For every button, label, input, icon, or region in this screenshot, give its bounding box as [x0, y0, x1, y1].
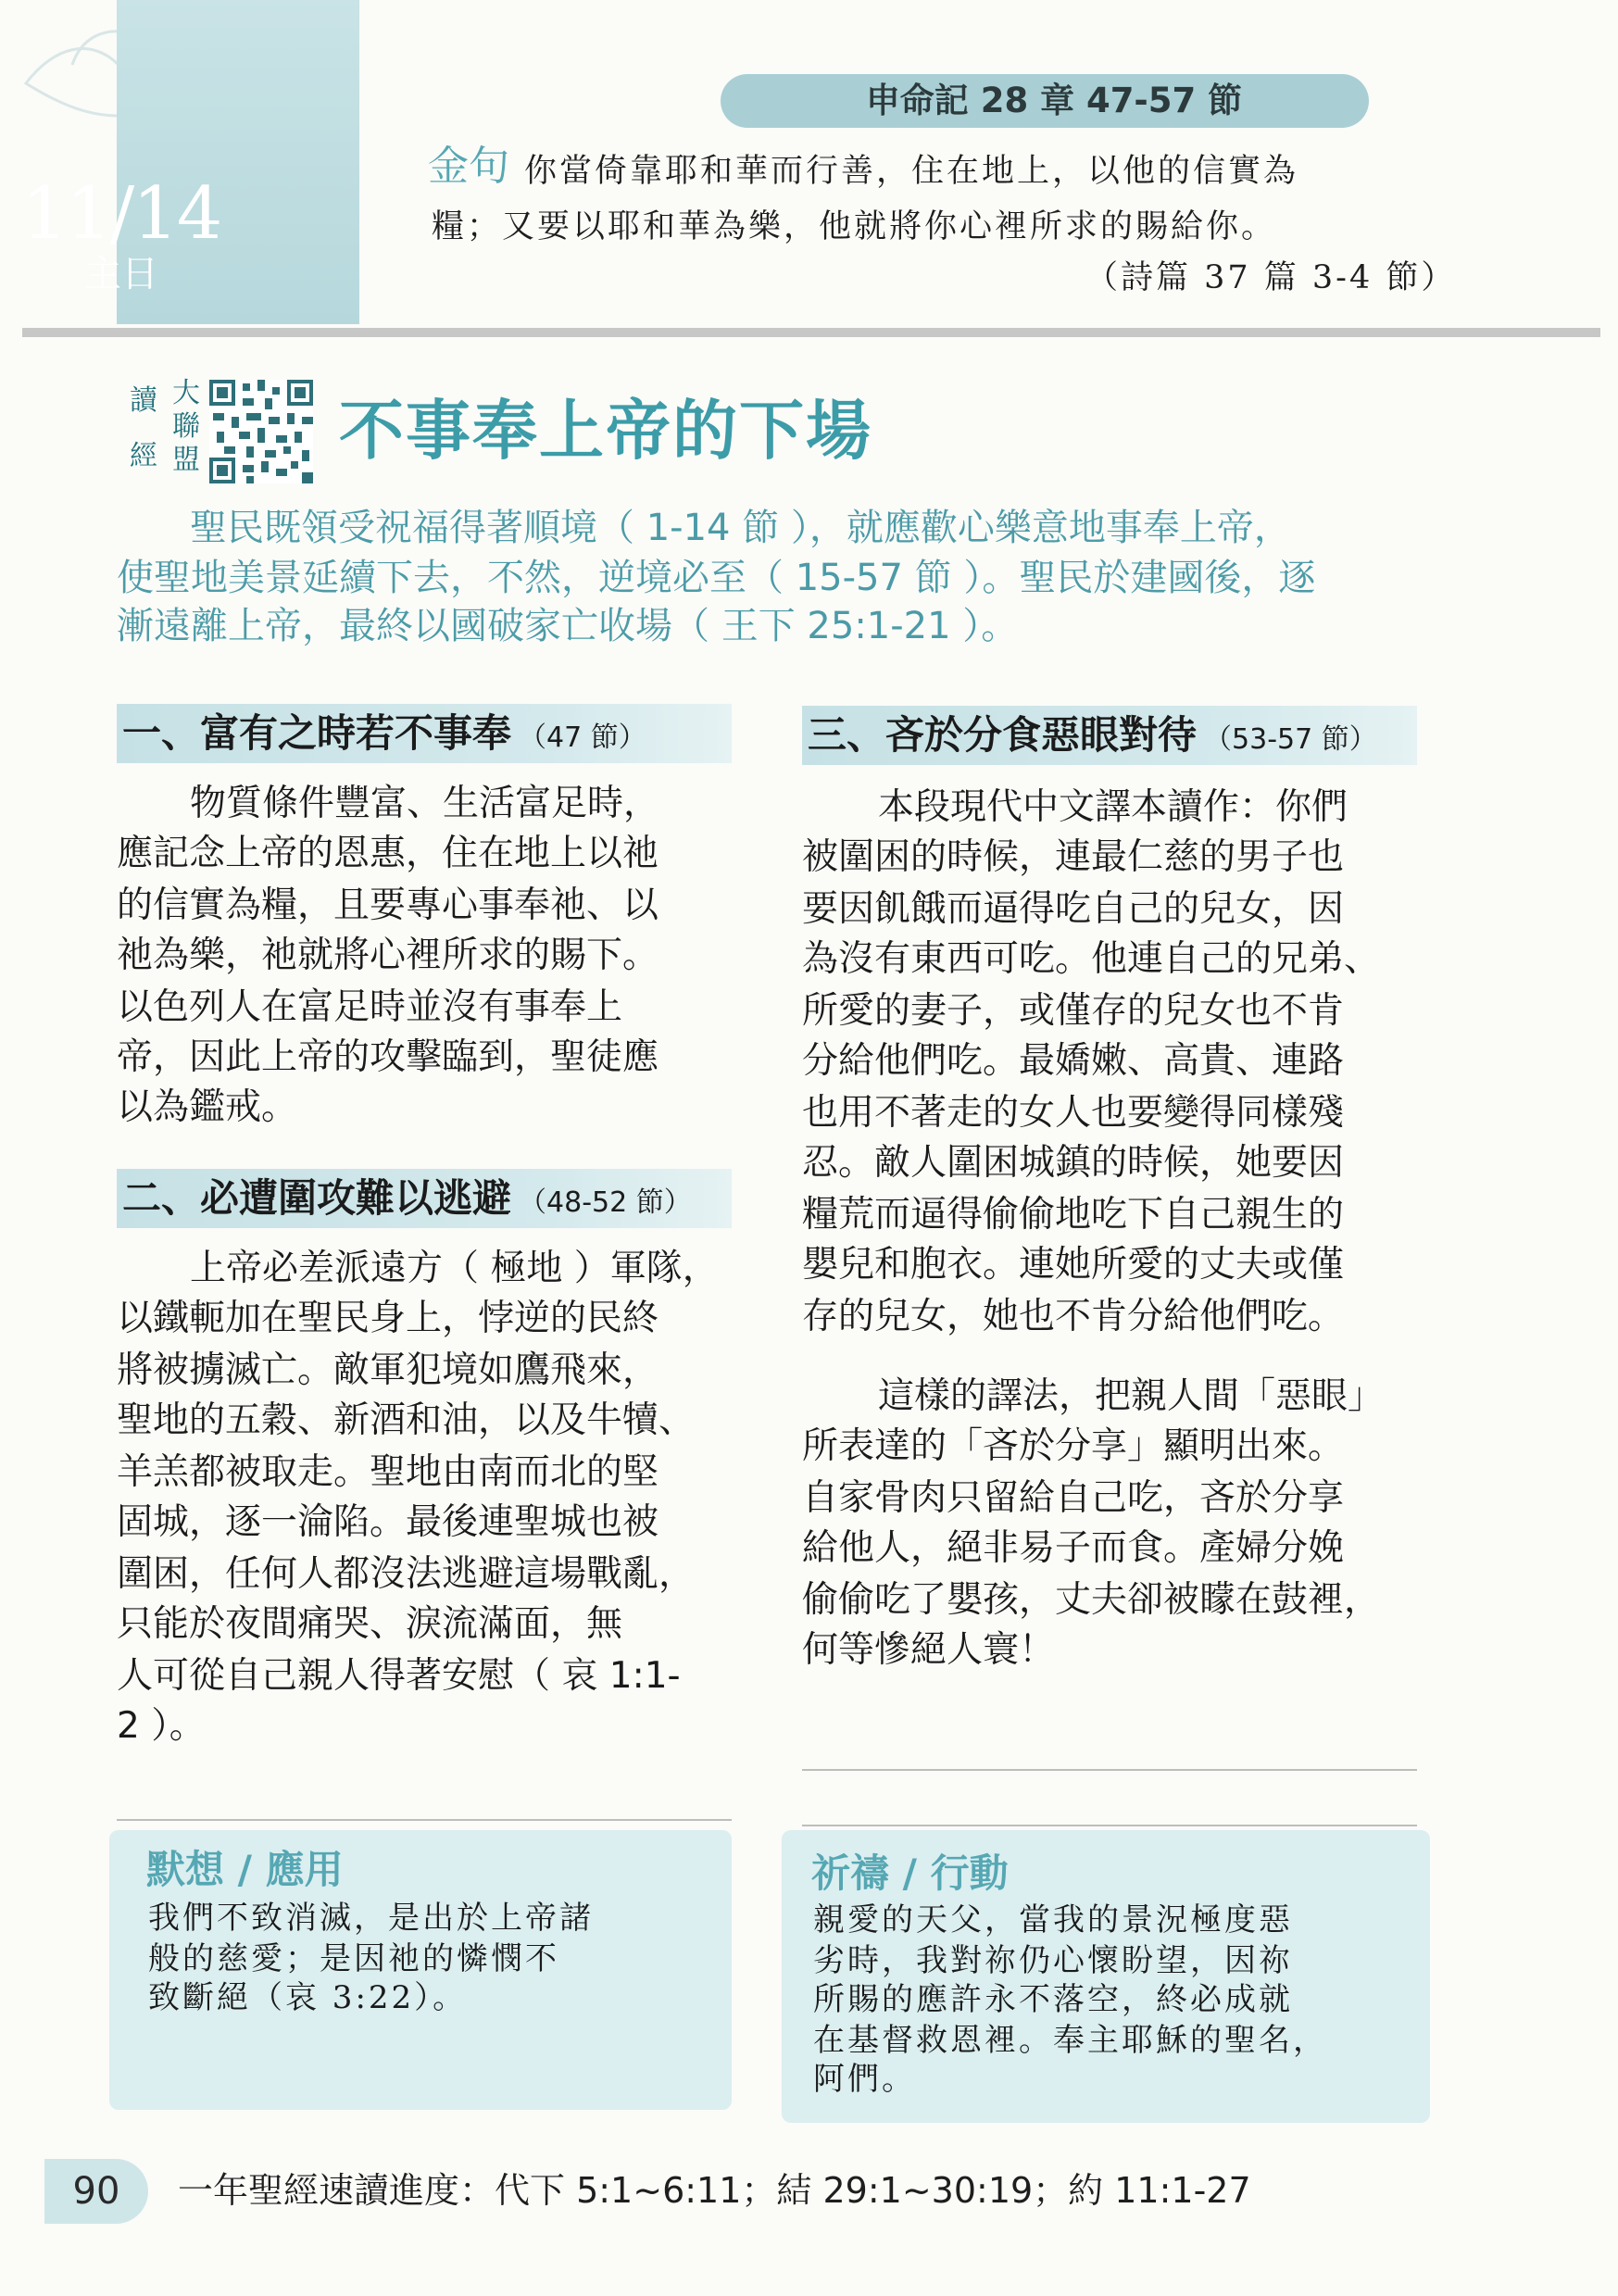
body-line: 偷偷吃了嬰孩，丈夫卻被矇在鼓裡，	[802, 1579, 1381, 1621]
body-line: 本段現代中文譯本讀作：你們	[878, 786, 1348, 828]
section-heading-verse: （47 節）	[519, 721, 646, 754]
body-line: 要因飢餓而逼得吃自己的兒女，因	[802, 888, 1345, 930]
body-line: 只能於夜間痛哭、淚流滿面，無	[117, 1603, 623, 1645]
body-line: 應記念上帝的恩惠，住在地上以祂	[117, 833, 659, 874]
body-line: 糧荒而逼得偷偷地吃下自己親生的	[802, 1194, 1345, 1236]
body-line: 以色列人在富足時並沒有事奉上	[117, 986, 623, 1028]
meditation-line: 致斷絕（哀 3:22）。	[148, 1979, 468, 2016]
page-title: 不事奉上帝的下場	[339, 392, 872, 469]
body-line: 帝，因此上帝的攻擊臨到，聖徒應	[117, 1036, 659, 1078]
prayer-line: 阿們。	[813, 2061, 916, 2098]
side-label-char: 經	[130, 440, 157, 472]
body-line: 存的兒女，她也不肯分給他們吃。	[802, 1296, 1345, 1337]
prayer-line: 所賜的應許永不落空，終必成就	[813, 1981, 1293, 2018]
page-number: 90	[72, 2170, 120, 2213]
body-line: 忍。敵人圍困城鎮的時候，她要因	[802, 1142, 1345, 1184]
divider	[117, 1819, 732, 1821]
body-line: 人可從自己親人得著安慰（ 哀 1:1-	[117, 1655, 681, 1697]
prayer-line: 在基督救恩裡。奉主耶穌的聖名，	[813, 2022, 1327, 2059]
body-line: 羊羔都被取走。聖地由南而北的堅	[117, 1451, 659, 1493]
section-heading-verse: （48-52 節）	[519, 1186, 692, 1219]
prayer-line: 親愛的天父，當我的景況極度惡	[813, 1901, 1293, 1938]
body-line: 祂為樂，祂就將心裡所求的賜下。	[117, 935, 659, 976]
section-heading-title: 三、吝於分食惡眼對待	[808, 712, 1198, 758]
reading-progress: 一年聖經速讀進度：代下 5:1~6:11；結 29:1~30:19；約 11:1-27	[178, 2170, 1251, 2211]
body-line: 給他人，絕非易子而食。產婦分娩	[802, 1527, 1345, 1569]
section-heading-title: 一、富有之時若不事奉	[122, 710, 512, 756]
body-line: 聖地的五穀、新酒和油，以及牛犢、	[117, 1399, 696, 1441]
qr-code-icon[interactable]	[209, 380, 313, 483]
meditation-line: 我們不致消滅，是出於上帝諸	[148, 1900, 594, 1937]
body-line: 自家骨肉只留給自己吃，吝於分享	[802, 1477, 1345, 1519]
section-heading	[122, 704, 646, 768]
intro-line: 聖民既領受祝福得著順境（ 1-14 節 ），就應歡心樂意地事奉上帝，	[190, 507, 1291, 549]
weekday: 主日	[84, 253, 158, 295]
body-line: 2 ）。	[117, 1705, 206, 1747]
intro-line: 使聖地美景延續下去，不然，逆境必至（ 15-57 節 ）。聖民於建國後，逐	[117, 557, 1316, 599]
body-line: 所愛的妻子，或僅存的兒女也不肯	[802, 990, 1345, 1032]
body-line: 嬰兒和胞衣。連她所愛的丈夫或僅	[802, 1244, 1345, 1286]
section-heading	[808, 706, 1377, 770]
body-line: 上帝必差派遠方（ 極地 ）軍隊，	[190, 1248, 719, 1289]
divider	[802, 1825, 1417, 1826]
body-line: 以為鑑戒。	[117, 1086, 298, 1128]
intro-line: 漸遠離上帝，最終以國破家亡收場（ 王下 25:1-21 ）。	[117, 605, 1019, 647]
body-line: 被圍困的時候，連最仁慈的男子也	[802, 836, 1345, 878]
body-line: 這樣的譯法，把親人間「惡眼」	[878, 1375, 1385, 1417]
body-line: 將被擄滅亡。敵軍犯境如鷹飛來，	[117, 1349, 659, 1391]
side-label-char: 讀	[130, 384, 157, 417]
body-line: 也用不著走的女人也要變得同樣殘	[802, 1092, 1345, 1134]
golden-verse-citation: （詩篇 37 篇 3-4 節）	[1085, 259, 1457, 296]
body-line: 為沒有東西可吃。他連自己的兄弟、	[802, 938, 1381, 980]
date: 11/14	[21, 172, 221, 256]
side-label-char: 盟	[172, 444, 200, 476]
section-heading-verse: （53-57 節）	[1204, 723, 1377, 756]
meditation-line: 般的慈愛；是因祂的憐憫不	[148, 1940, 559, 1977]
body-line: 所表達的「吝於分享」顯明出來。	[802, 1425, 1345, 1467]
header-divider	[22, 328, 1600, 337]
body-line: 固城，逐一淪陷。最後連聖城也被	[117, 1501, 659, 1543]
prayer-heading: 祈禱 / 行動	[811, 1851, 1009, 1896]
side-label-char: 大	[172, 377, 200, 409]
scripture-ref: 申命記 28 章 47-57 節	[865, 81, 1243, 120]
section-heading-title: 二、必遭圍攻難以逃避	[122, 1175, 512, 1221]
golden-verse-line: 你當倚靠耶和華而行善，住在地上，以他的信實為	[524, 153, 1299, 190]
body-line: 分給他們吃。最嬌嫩、高貴、連路	[802, 1040, 1345, 1082]
body-line: 圍困，任何人都沒法逃避這場戰亂，	[117, 1553, 696, 1595]
body-line: 物質條件豐富、生活富足時，	[190, 783, 660, 824]
body-line: 何等慘絕人寰！	[802, 1629, 1056, 1671]
divider	[802, 1769, 1417, 1771]
side-label-char: 聯	[172, 410, 200, 443]
section-heading	[122, 1169, 692, 1233]
body-line: 以鐵軛加在聖民身上，悖逆的民終	[117, 1298, 659, 1339]
meditation-heading: 默想 / 應用	[146, 1847, 344, 1892]
body-line: 的信實為糧，且要專心事奉祂、以	[117, 885, 659, 926]
prayer-line: 劣時，我對祢仍心懷盼望，因祢	[813, 1942, 1293, 1979]
golden-verse-label: 金句	[428, 143, 509, 190]
golden-verse-line: 糧；又要以耶和華為樂，他就將你心裡所求的賜給你。	[432, 208, 1277, 245]
